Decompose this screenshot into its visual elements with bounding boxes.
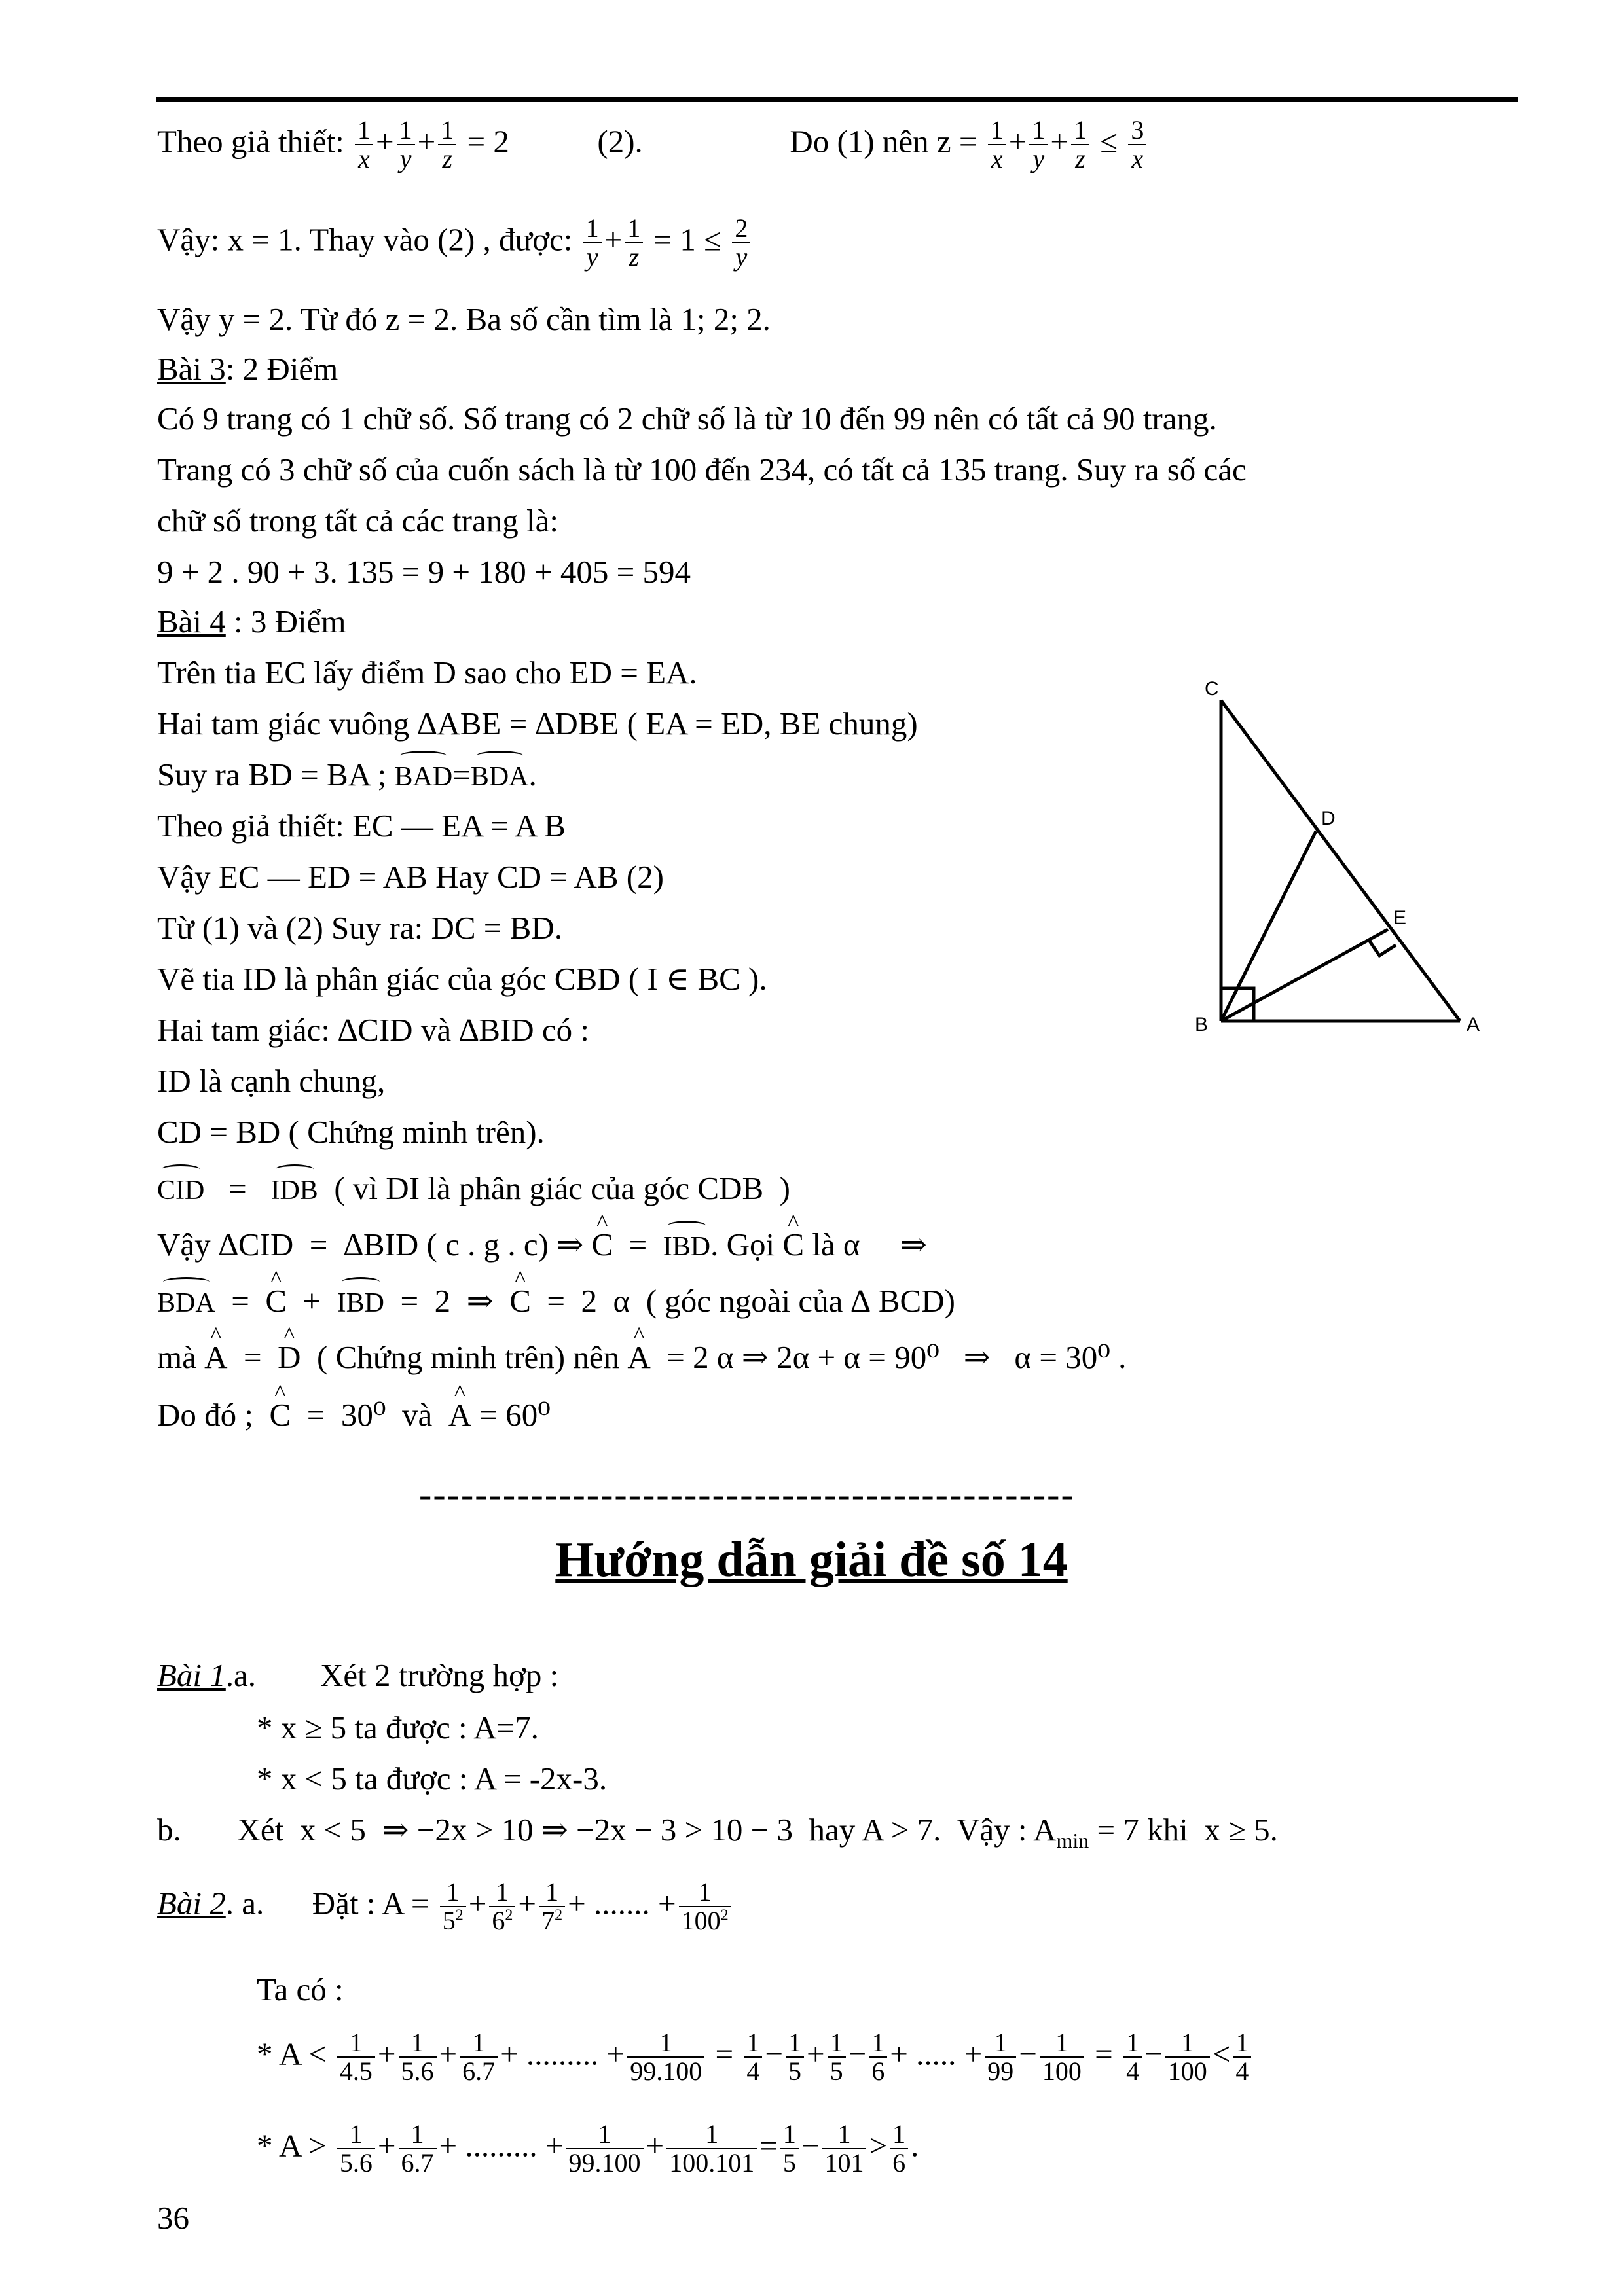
bai4-text-1: Trên tia EC lấy điểm D sao cho ED = EA. bbox=[157, 655, 697, 691]
bai3-heading: Bài 3: 2 Điểm bbox=[157, 351, 338, 387]
label-d: D bbox=[1321, 808, 1336, 829]
bai3-text-2: Trang có 3 chữ số của cuốn sách là từ 100 đến 234, có tất cả 135 trang. Suy ra số các bbox=[157, 452, 1247, 488]
bai4-text-6: Từ (1) và (2) Suy ra: DC = BD. bbox=[157, 910, 562, 946]
line-vay-x: Vậy: x = 1. Thay vào (2) , được: $\frac{1}{y}$ + $\frac{1}{z}$ = 1 ≤ $\frac{2}{y}$ bbox=[157, 215, 753, 271]
bai4-text-3: Suy ra BD = BA ; BAD=BDA. bbox=[157, 755, 537, 797]
bai4-text-15: Do đó ; ^ C = 30⁰ và ^ A = 60⁰ bbox=[157, 1395, 551, 1435]
label-a: A bbox=[1467, 1014, 1480, 1035]
de14-ta-co: Ta có : bbox=[257, 1971, 344, 2007]
header-rule bbox=[156, 97, 1518, 102]
line-vay-y: Vậy y = 2. Từ đó z = 2. Ba số cần tìm là 1; 2; 2. bbox=[157, 301, 771, 337]
segment-ca bbox=[1221, 700, 1460, 1021]
de14-bai2: Bài 2. a. Đặt : A = $\frac{1}{5^2}$ + $\frac{1}{6^2}$ + $\frac{1}{7^2}$ + ....... + $\frac{1}{100^2}$ bbox=[157, 1878, 734, 1935]
de14-bai1-b: b. Xét x < 5 ⇒ −2x > 10 ⇒ −2x − 3 > 10 − 3 hay A > 7. Vậy : $A_{min} = 7$ khi x ≥ 5. bbox=[157, 1812, 1278, 1852]
page-title: Hướng dẫn giải đề số 14 bbox=[555, 1532, 1068, 1587]
bai4-text-14: mà ^ A = ^ D ( Chứng minh trên) nên ^ A = 2 α ⇒ 2α + α = 90⁰ ⇒ α = 30⁰ . bbox=[157, 1338, 1126, 1377]
triangle-figure bbox=[1192, 668, 1493, 1060]
right-angle-e bbox=[1368, 939, 1396, 956]
page-number: 36 bbox=[157, 2200, 189, 2236]
segment-be bbox=[1221, 929, 1388, 1021]
bai4-text-12: Vậy ∆CID = ∆BID ( c . g . c) ⇒ ^ C = IBD. Gọi ^ C là α ⇒ bbox=[157, 1225, 927, 1266]
de14-ineq-1: * A < $\frac{1}{4.5}$ + $\frac{1}{5.6}$ + $\frac{1}{6.7}$ + ......... + $\frac{1}{99.100}$ = $\frac{1}{4}$ − $\frac{1}{5}$ + $\frac{1}{5}$ − $\frac{1}{6}$ + ..... + $\frac{1}{99}$ − $\frac{1}{100}$ = $\frac{1}{4}$ − $\frac{1}{100}$ < $\frac{1}{4}$ bbox=[257, 2029, 1254, 2085]
segment-bd bbox=[1221, 831, 1316, 1021]
bai4-text-5: Vậy EC — ED = AB Hay CD = AB (2) bbox=[157, 859, 664, 895]
de14-bai1: Bài 1.a. Xét 2 trường hợp : bbox=[157, 1657, 559, 1693]
de14-ineq-2: * A > $\frac{1}{5.6}$ + $\frac{1}{6.7}$ + ......... + $\frac{1}{99.100}$ + $\frac{1}{100.101}$ = $\frac{1}{5}$ − $\frac{1}{101}$ > $\frac{1}{6}$ . bbox=[257, 2119, 919, 2178]
section-separator: ----------------------------------------------- bbox=[419, 1473, 1075, 1516]
de14-bai1-case1: * x ≥ 5 ta được : A=7. bbox=[257, 1710, 539, 1746]
de14-bai1-case2: * x < 5 ta được : A = -2x-3. bbox=[257, 1761, 608, 1797]
line-theo-gia-thiet: Theo giả thiết: $\frac{1}{x}$ + $\frac{1}{y}$ + $\frac{1}{z}$ = 2 (2). Do (1) nên z = $\frac{1}{x}$ + $\frac{1}{y}$ + $\frac{1}{z}$ ≤ $\frac{3}{x}$ bbox=[157, 117, 1149, 173]
label-b: B bbox=[1195, 1014, 1209, 1035]
bai4-text-9: ID là cạnh chung, bbox=[157, 1063, 386, 1099]
label-e: E bbox=[1393, 907, 1407, 929]
bai4-heading: Bài 4 : 3 Điểm bbox=[157, 603, 346, 639]
bai4-text-4: Theo giả thiết: EC — EA = A B bbox=[157, 808, 566, 844]
label-c: C bbox=[1205, 678, 1219, 700]
bai4-text-2: Hai tam giác vuông ∆ABE = ∆DBE ( EA = ED, BE chung) bbox=[157, 706, 918, 742]
bai4-text-13: BDA = ^ C + IBD = 2 ⇒ ^ C = 2 α ( góc ngoài của ∆ BCD) bbox=[157, 1282, 955, 1323]
bai4-text-10: CD = BD ( Chứng minh trên). bbox=[157, 1114, 545, 1150]
bai3-text-4: 9 + 2 . 90 + 3. 135 = 9 + 180 + 405 = 594 bbox=[157, 554, 691, 590]
bai3-text-3: chữ số trong tất cả các trang là: bbox=[157, 503, 558, 539]
bai3-text-1: Có 9 trang có 1 chữ số. Số trang có 2 chữ số là từ 10 đến 99 nên có tất cả 90 trang. bbox=[157, 401, 1217, 437]
bai4-text-7: Vẽ tia ID là phân giác của góc CBD ( I ∈ BC ). bbox=[157, 961, 767, 997]
bai4-text-8: Hai tam giác: ∆CID và ∆BID có : bbox=[157, 1012, 590, 1048]
bai4-text-11: CID = IDB ( vì DI là phân giác của góc CDB ) bbox=[157, 1169, 790, 1210]
